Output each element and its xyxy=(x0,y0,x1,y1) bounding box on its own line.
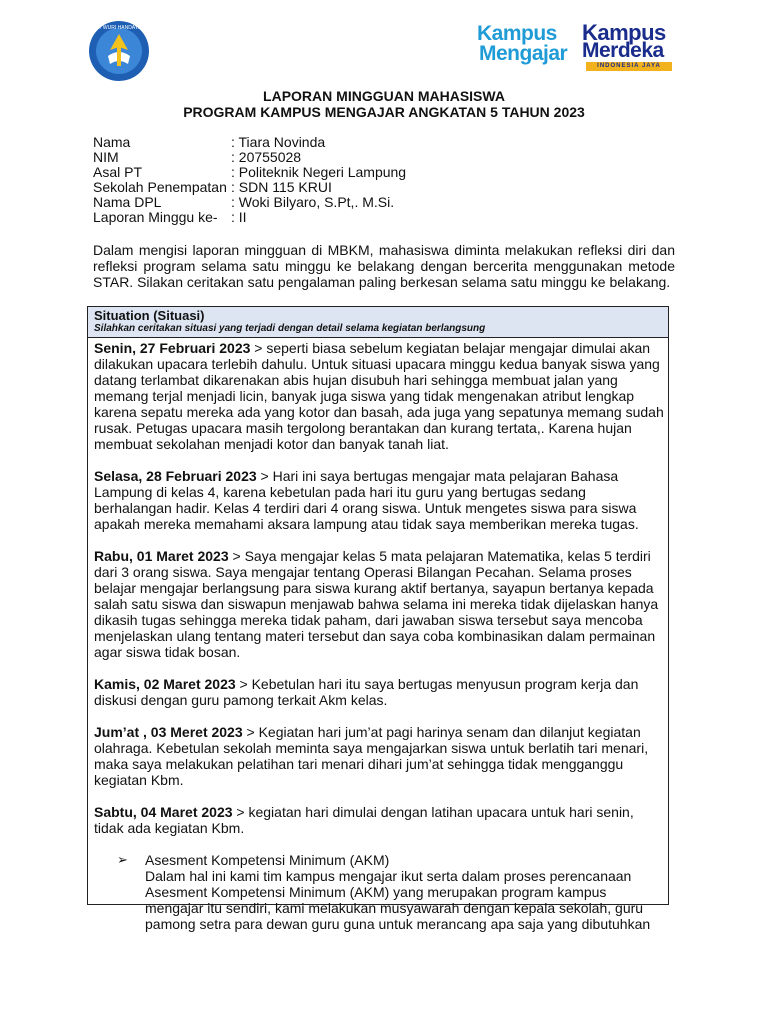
bullet-heading: Asesment Kompetensi Minimum (AKM) xyxy=(145,852,390,868)
info-row-name xyxy=(93,135,406,150)
info-label: Asal PT xyxy=(93,164,143,180)
intro-paragraph: Dalam mengisi laporan mingguan di MBKM, mahasiswa diminta melakukan refleksi diri dan refleksi program selama satu minggu ke belakang dengan bercerita menggunakan metode STAR. Silakan ceritakan satu pengalaman paling berkesan selama satu minggu ke belakang. xyxy=(93,242,675,290)
kampus-merdeka-logo xyxy=(582,20,674,72)
kampus-merdeka-logo-line2: Merdeka xyxy=(582,39,664,62)
bullet-content xyxy=(145,852,664,932)
day-entry xyxy=(94,548,664,660)
info-label: Laporan Minggu ke- xyxy=(93,209,218,225)
day-heading: Jum’at , 03 Meret 2023 xyxy=(94,724,243,740)
day-heading: Selasa, 28 Februari 2023 xyxy=(94,468,257,484)
info-row-supervisor xyxy=(93,195,406,210)
day-text: > Saya mengajar kelas 5 mata pelajaran Matematika, kelas 5 terdiri dari 3 orang siswa. Saya mengajar tentang Operasi Bilangan Pecahan. Selama proses belajar mengajar berlangsung para siswa kurang aktif bertanya, sayapun bertanya kepada salah satu siswa dan siswapun menjawab bahwa selama ini mereka tidak dijelaskan hanya dikasih tugas sehingga mereka tidak paham, dari jawaban siswa tersebut saya mencoba menjelaskan ulang tentang materi tersebut dan saya coba kombinasikan dalam permainan agar siswa tidak bosan. xyxy=(94,548,659,660)
day-text: > Kegiatan hari jum’at pagi harinya senam dan dilanjut kegiatan olahraga. Kebetulan sekolah meminta saya mengajarkan siswa untuk berlatih tari menari, maka saya melakukan pelatihan tari menari dihari jum’at sehingga tidak mengganggu kegiatan Kbm. xyxy=(94,724,649,788)
bullet-text: Dalam hal ini kami tim kampus mengajar ikut serta dalam proses perencanaan Asesment Kompetensi Minimum (AKM) yang merupakan program kampus mengajar itu sendiri, kami melakukan musyawarah dengan kepala sekolah, guru pamong setra para dewan guru guna untuk merancang apa saja yang dibutuhkan xyxy=(145,868,651,932)
kampus-mengajar-logo-line2: Mengajar xyxy=(479,42,568,65)
info-value: : Politeknik Negeri Lampung xyxy=(231,164,407,180)
info-row-school xyxy=(93,180,406,195)
arrow-bullet-icon: ➢ xyxy=(117,852,128,867)
kampus-mengajar-logo xyxy=(477,22,577,68)
info-label: NIM xyxy=(93,149,119,165)
akm-bullet xyxy=(117,852,664,932)
info-row-university xyxy=(93,165,406,180)
day-heading: Sabtu, 04 Maret 2023 xyxy=(94,804,233,820)
day-entry xyxy=(94,340,664,452)
logo-motto-text: TUT WURI HANDAYANI xyxy=(91,25,147,31)
situation-title: Situation (Situasi) xyxy=(94,308,205,323)
situation-header xyxy=(88,307,668,338)
info-row-week xyxy=(93,210,406,225)
day-text: > Hari ini saya bertugas mengajar mata pelajaran Bahasa Lampung di kelas 4, karena kebetulan pada hari itu guru yang bertugas sedang berhalangan hadir. Kelas 4 terdiri dari 4 orang siswa. Untuk mengetes siswa para siswa apakah mereka memahami aksara lampung atau tidak saya memberikan mereka tugas. xyxy=(94,468,639,532)
info-value: : Woki Bilyaro, S.Pt,. M.Si. xyxy=(231,194,395,210)
kampus-merdeka-logo-line1: Kampus xyxy=(582,20,666,45)
info-value: : SDN 115 KRUI xyxy=(231,179,332,195)
info-label: Nama DPL xyxy=(93,194,162,210)
situation-body xyxy=(88,338,668,932)
day-entry xyxy=(94,724,664,788)
day-entry xyxy=(94,804,664,836)
info-label: Sekolah Penempatan xyxy=(93,179,227,195)
student-info xyxy=(93,135,406,225)
info-label: Nama xyxy=(93,134,131,150)
situation-section xyxy=(87,306,669,932)
day-text: > seperti biasa sebelum kegiatan belajar mengajar dimulai akan dilakukan upacara terlebih dahulu. Untuk situasi upacara minggu kedua banyak siswa yang datang terlambat dikarenakan abis hujan disubuh hari sehingga membuat jalan yang memang terjal menjadi licin, banyak juga siswa yang tidak mengenakan atribut lengkap karena sepatu mereka ada yang kotor dan basah, ada juga yang sepatunya memang sudah rusak. Petugas upacara masih tergolong berantakan dan kurang tertata,. Karena hujan membuat sekolahan menjadi kotor dan banyak tanah liat. xyxy=(94,340,664,452)
info-value: : Tiara Novinda xyxy=(231,134,326,150)
day-heading: Senin, 27 Februari 2023 xyxy=(94,340,251,356)
info-value: : 20755028 xyxy=(231,149,302,165)
info-value: : II xyxy=(231,209,247,225)
kampus-merdeka-tagline: INDONESIA JAYA xyxy=(586,62,672,71)
tut-wuri-handayani-logo xyxy=(88,20,150,82)
info-row-nim xyxy=(93,150,406,165)
kampus-mengajar-logo-line1: Kampus xyxy=(477,22,557,45)
day-entry xyxy=(94,676,664,708)
report-title: LAPORAN MINGGUAN MAHASISWA xyxy=(263,88,505,104)
day-heading: Kamis, 02 Maret 2023 xyxy=(94,676,236,692)
day-entry xyxy=(94,468,664,532)
situation-subtitle: Silahkan ceritakan situasi yang terjadi dengan detail selama kegiatan berlangsung xyxy=(94,323,486,334)
day-text: > Kebetulan hari itu saya bertugas menyusun program kerja dan diskusi dengan guru pamong terkait Akm kelas. xyxy=(94,676,639,708)
day-text: > kegiatan hari dimulai dengan latihan upacara untuk hari senin, tidak ada kegiatan Kbm. xyxy=(94,804,634,836)
report-subtitle: PROGRAM KAMPUS MENGAJAR ANGKATAN 5 TAHUN 2023 xyxy=(183,104,585,120)
day-heading: Rabu, 01 Maret 2023 xyxy=(94,548,229,564)
